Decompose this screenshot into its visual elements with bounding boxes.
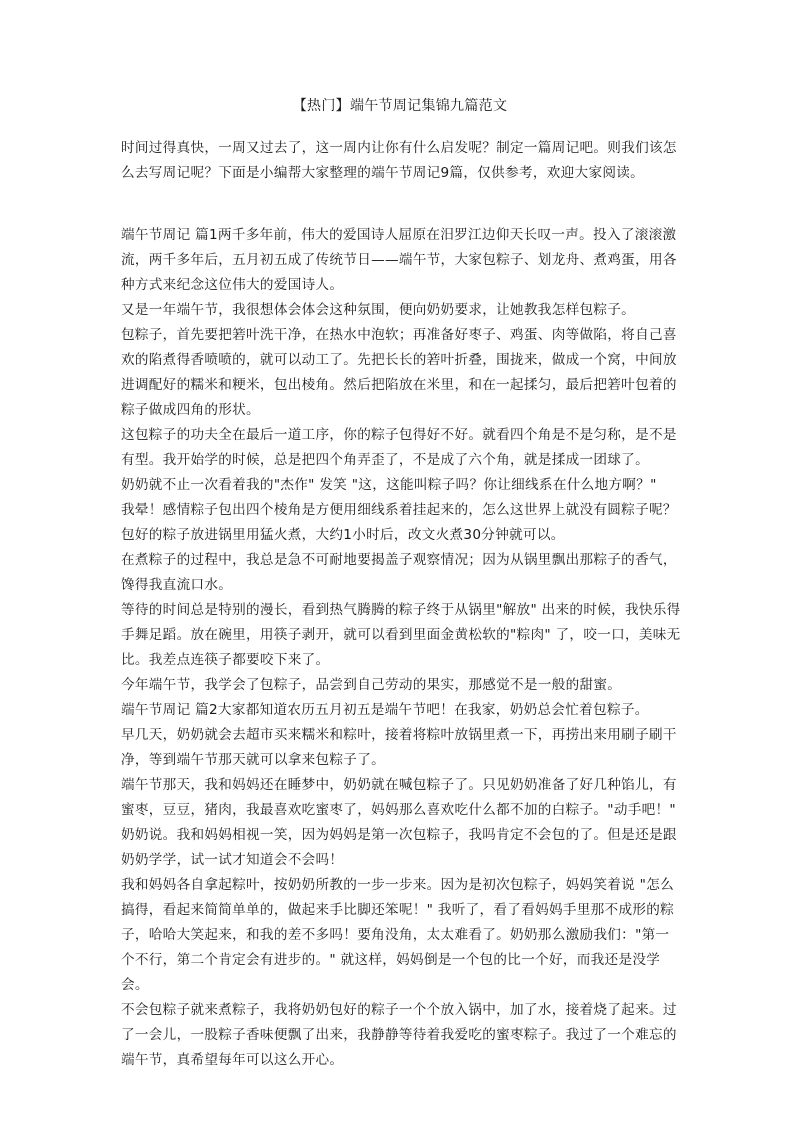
paragraph-3: 包粽子，首先要把箬叶洗干净，在热水中泡软；再准备好枣子、鸡蛋、肉等做陷，将自己喜欢的陷煮得香喷喷的，就可以动工了。先把长长的箬叶折叠，围拢来，做成一个窝，中间放进调配好的糯米和粳米，包出棱角。然后把陷放在米里，和在一起揉匀，最后把箬叶包着的粽子做成四角的形状。 — [121, 327, 677, 418]
paragraph-10: 今年端午节，我学会了包粽子，品尝到自己劳动的果实，那感觉不是一般的甜蜜。 — [121, 677, 622, 693]
paragraph-12: 早几天，奶奶就会去超市买来糯米和粽叶，接着将粽叶放锅里煮一下，再捞出来用刷子刷干净，等到端午节那天就可以拿来包粽子了。 — [121, 727, 677, 768]
paragraph-14: 我和妈妈各自拿起粽叶，按奶奶所教的一步一步来。因为是初次包粽子，妈妈笑着说 "怎么搞得，看起来简简单单的，做起来手比脚还笨呢！" 我听了，看了看妈妈手里那不成形的粽子，哈哈大笑起来，和我的差不多吗！要角没角，太太难看了。奶奶那么激励我们："第一个不行，第二个肯定会有进步的。" 就这样，妈妈倒是一个包的比一个好，而我还是没学会。 — [121, 877, 675, 993]
paragraph-8: 在煮粽子的过程中，我总是急不可耐地要揭盖子观察情况；因为从锅里飘出那粽子的香气，馋得我直流口水。 — [121, 552, 677, 593]
document-body — [121, 136, 681, 1073]
paragraph-9: 等待的时间总是特别的漫长，看到热气腾腾的粽子终于从锅里"解放" 出来的时候，我快乐得手舞足蹈。放在碗里，用筷子剥开，就可以看到里面金黄松软的"粽肉" 了，咬一口，美味无比。我差点连筷子都要咬下来了。 — [121, 602, 681, 668]
paragraph-2: 又是一年端午节，我很想体会体会这种氛围，便向奶奶要求，让她教我怎样包粽子。 — [121, 302, 636, 318]
paragraph-gap — [121, 211, 681, 223]
paragraph-7: 包好的粽子放进锅里用猛火煮，大约1小时后，改文火煮30分钟就可以。 — [121, 527, 565, 543]
paragraph-6: 我晕！感情粽子包出四个棱角是方便用细线系着挂起来的，怎么这世界上就没有圆粽子呢？ — [121, 502, 677, 518]
paragraph-13: 端午节那天，我和妈妈还在睡梦中，奶奶就在喊包粽子了。只见奶奶准备了好几种馅儿，有蜜枣，豆豆，猪肉，我最喜欢吃蜜枣了，妈妈那么喜欢吃什么都不加的白粽子。"动手吧！" 奶奶说。我和妈妈相视一笑，因为妈妈是第一次包粽子，我吗肯定不会包的了。但是还是跟奶奶学学，试一试才知道会不会吗！ — [121, 777, 677, 868]
paragraph-1: 端午节周记 篇1两千多年前，伟大的爱国诗人屈原在汨罗江边仰天长叹一声。投入了滚滚激流，两千多年后，五月初五成了传统节日——端午节，大家包粽子、划龙舟、煮鸡蛋，用各种方式来纪念这位伟大的爱国诗人。 — [121, 227, 677, 293]
intro-paragraph: 时间过得真快，一周又过去了，这一周内让你有什么启发呢？制定一篇周记吧。则我们该怎么去写周记呢？下面是小编帮大家整理的端午节周记9篇，仅供参考，欢迎大家阅读。 — [121, 140, 677, 181]
paragraph-4: 这包粽子的功夫全在最后一道工序，你的粽子包得好不好。就看四个角是不是匀称，是不是有型。我开始学的时候，总是把四个角弄歪了，不是成了六个角，就是揉成一团球了。 — [121, 427, 677, 468]
paragraph-11: 端午节周记 篇2大家都知道农历五月初五是端午节吧！在我家，奶奶总会忙着包粽子。 — [121, 702, 649, 718]
paragraph-15: 不会包粽子就来煮粽子，我将奶奶包好的粽子一个个放入锅中，加了水，接着烧了起来。过了一会儿，一股粽子香味便飘了出来，我静静等待着我爱吃的蜜枣粽子。我过了一个难忘的端午节，真希望每年可以这么开心。 — [121, 1002, 677, 1068]
paragraph-5: 奶奶就不止一次看着我的"杰作" 发笑 "这，这能叫粽子吗？你让细线系在什么地方啊？" — [121, 477, 657, 493]
document-title: 【热门】端午节周记集锦九篇范文 — [292, 98, 508, 114]
